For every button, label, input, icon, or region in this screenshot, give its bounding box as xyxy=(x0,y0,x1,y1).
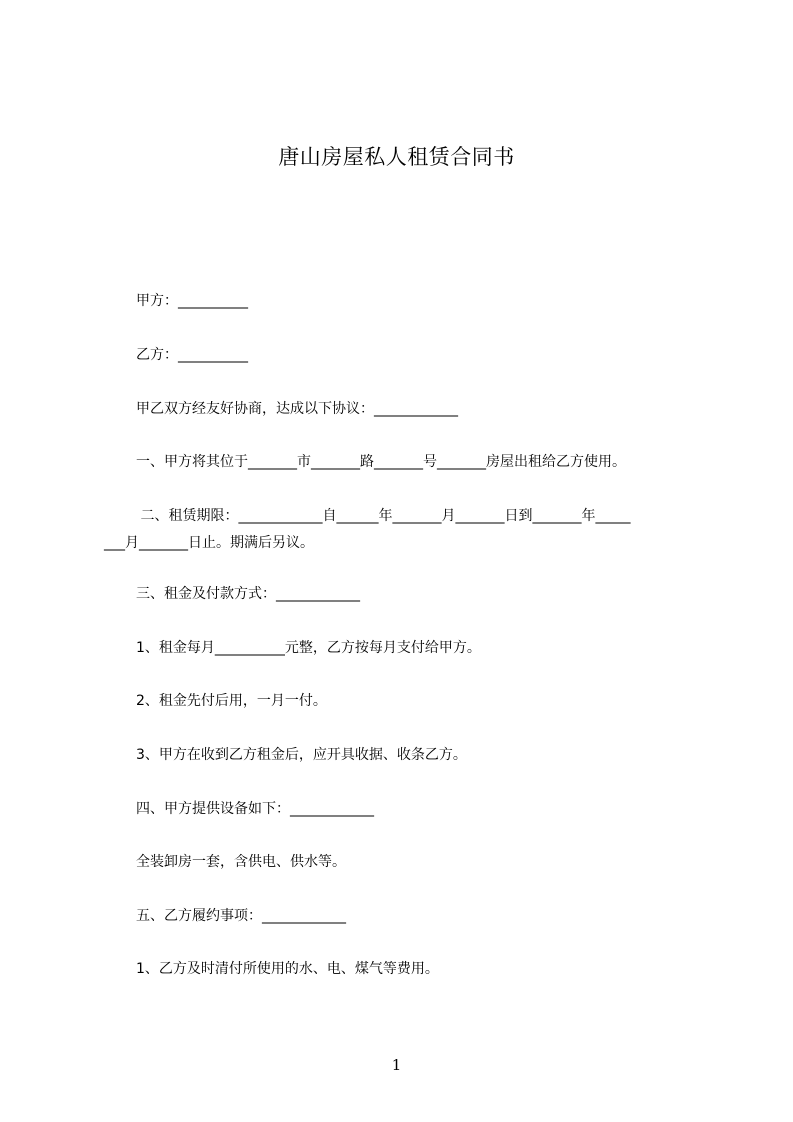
clause-4-detail: 全装卸房一套，含供电、供水等。 xyxy=(136,854,346,870)
clause-1: 一、甲方将其位于_______市_______路_______号_______房屋出租给乙方使用。 xyxy=(136,454,626,470)
clause-3-item-3: 3、甲方在收到乙方租金后，应开具收据、收条乙方。 xyxy=(136,747,467,763)
clause-3-item-2: 2、租金先付后用，一月一付。 xyxy=(136,693,327,709)
page-number: 1 xyxy=(391,1056,402,1074)
clause-2-line-1: 二、租赁期限：____________自______年_______月_______日到_______年_____ xyxy=(136,508,631,524)
party-a-line: 甲方：__________ xyxy=(136,293,248,309)
agreement-intro: 甲乙双方经友好协商，达成以下协议：____________ xyxy=(136,401,458,417)
clause-3: 三、租金及付款方式：____________ xyxy=(136,586,360,602)
clause-4: 四、甲方提供设备如下：____________ xyxy=(136,801,374,817)
clause-3-item-1: 1、租金每月__________元整，乙方按每月支付给甲方。 xyxy=(136,640,481,656)
clause-5-item-1: 1、乙方及时清付所使用的水、电、煤气等费用。 xyxy=(136,961,439,977)
party-b-line: 乙方：__________ xyxy=(136,347,248,363)
clause-2-line-2: ___月_______日止。期满后另议。 xyxy=(104,535,314,551)
clause-5: 五、乙方履约事项：____________ xyxy=(136,908,346,924)
document-title: 唐山房屋私人租赁合同书 xyxy=(278,145,515,169)
